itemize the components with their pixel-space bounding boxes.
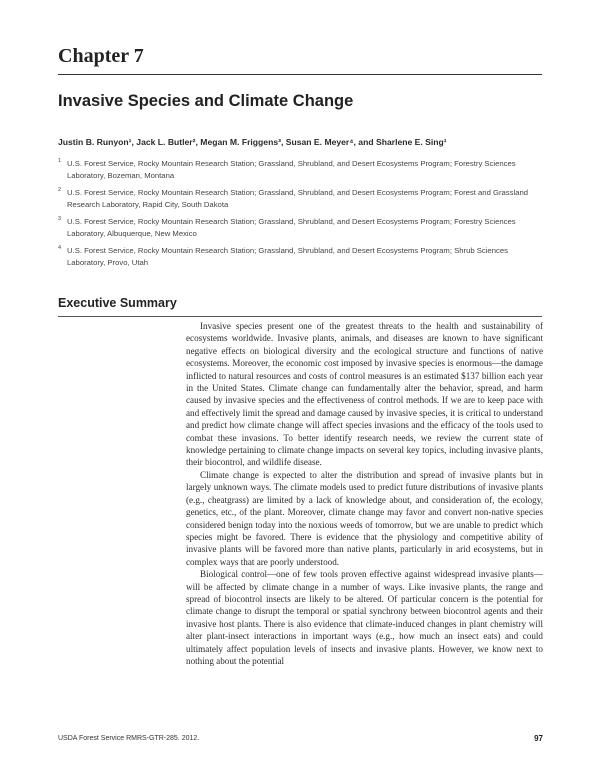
affiliation-item [58,245,544,268]
affiliation-text: U.S. Forest Service, Rocky Mountain Research Station; Grassland, Shrubland, and Desert Ecosystems Program; Forest and Grassland Research Laboratory, Rapid City, South Dakota [67,188,529,209]
affiliation-item [58,216,544,239]
page-number: 97 [534,734,543,743]
affiliation-list [58,158,544,274]
affiliation-text: U.S. Forest Service, Rocky Mountain Research Station; Grassland, Shrubland, and Desert Ecosystems Program; Forestry Sciences Laboratory, Albuquerque, New Mexico [67,217,516,238]
affiliation-text: U.S. Forest Service, Rocky Mountain Research Station; Grassland, Shrubland, and Desert Ecosystems Program; Forestry Sciences Laboratory, Bozeman, Montana [67,159,516,180]
footer-citation: USDA Forest Service RMRS-GTR-285. 2012. [58,735,200,742]
affiliation-item [58,158,544,181]
affiliation-item [58,187,544,210]
executive-summary-body [186,320,543,667]
author-list: Justin B. Runyon¹, Jack L. Butler², Megan M. Friggens³, Susan E. Meyer⁴, and Sharlene E. Sing¹ [58,137,447,147]
body-paragraph: Biological control—one of few tools proven effective against widespread invasive plants—will be affected by climate change in a number of ways. Like invasive plants, the range and spread of biocontrol insects are likely to be altered. Of particular concern is the potential for climate change to disrupt the temporal or spatial synchrony between biocontrol agents and their invasive host plants. There is also evidence that climate-induced changes in plant chemistry will alter plant-insect interactions in important ways (e.g., how much an insect eats) and could ultimately affect population levels of insects and invasive plants. However, we know next to nothing about the potential [186,569,543,666]
affiliation-number: 4 [58,245,62,251]
body-paragraph: Climate change is expected to alter the distribution and spread of invasive plants but in largely unknown ways. The climate models used to predict future distributions of invasive plants (e.g., cheatgrass) are limited by a lack of knowledge about, and consideration of, the ecology, genetics, etc., of the plant. Moreover, climate change may favor and convert non-native species considered benign today into the noxious weeds of tomorrow, but we are unable to predict which species might be favored. There is evidence that the physiology and competitive ability of invasive plants will be favored more than native plants, particularly in arid ecosystems, but in complex ways that are poorly understood. [186,469,543,567]
affiliation-number: 3 [58,216,62,222]
affiliation-number: 1 [58,158,62,164]
body-paragraph: Invasive species present one of the greatest threats to the health and sustainability of ecosystems worldwide. Invasive plants, animals, and diseases are known to have significant negative effects on biological diversity and the ecological structure and functions of native ecosystems. Moreover, the economic cost imposed by invasive species is enormous—the damage inflicted to natural resources and costs of control measures is an estimated $137 billion each year in the United States. Climate change can fundamentally alter the behavior, spread, and harm caused by invasive species and the effectiveness of control methods. If we are to keep pace with and effectively limit the spread and damage caused by invasive species, it is critical to understand and predict how climate change will affect species invasions and the efficacy of the tools used to combat these invasions. To better identify research needs, we review the current state of knowledge pertaining to climate change impacts on several key topics, including invasive plants, their biocontrol, and wildlife disease. [186,321,543,468]
section-heading: Executive Summary [58,296,177,310]
section-rule [58,316,542,317]
chapter-label: Chapter 7 [58,45,144,67]
affiliation-text: U.S. Forest Service, Rocky Mountain Research Station; Grassland, Shrubland, and Desert Ecosystems Program; Shrub Sciences Laboratory, Provo, Utah [67,246,508,267]
affiliation-number: 2 [58,187,62,193]
chapter-rule [58,74,542,75]
chapter-title: Invasive Species and Climate Change [58,92,354,110]
